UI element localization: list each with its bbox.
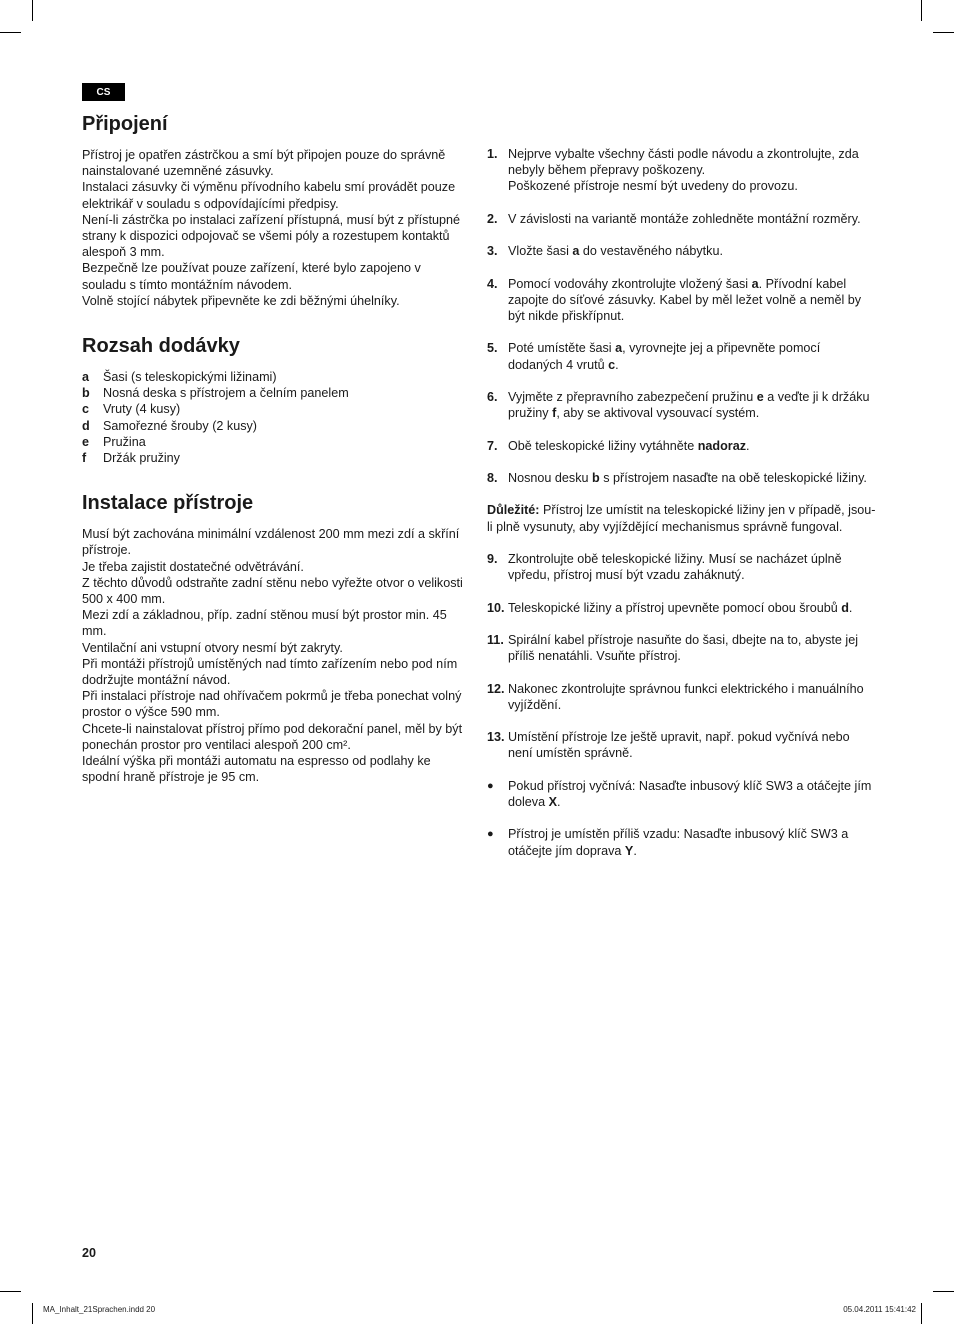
step-text	[508, 681, 877, 713]
list-item	[82, 418, 464, 434]
step-text-part: a veďte ji k držáku pružiny	[508, 389, 870, 421]
step-text-bold: d	[841, 600, 849, 615]
step-text	[508, 551, 877, 583]
step-note: Poškozené přístroje nesmí být uvedeny do provozu.	[508, 179, 798, 194]
step-item	[487, 146, 877, 195]
step-text-part: . Přívodní kabel zapojte do síťové zásuvky. Kabel by měl ležet volně a neměl by být nikde přiskřípnut.	[508, 276, 862, 323]
list-item	[82, 450, 464, 466]
step-item	[487, 600, 877, 616]
paragraph: Mezi zdí a základnou, příp. zadní stěnou musí být prostor min. 45 mm.	[82, 608, 447, 639]
step-text-part: Přístroj je umístěn příliš vzadu: Nasaďte inbusový klíč SW3 a otáčejte jím doprava	[508, 827, 849, 858]
step-text-part: .	[848, 600, 853, 615]
step-text	[508, 146, 877, 195]
step-item	[487, 826, 877, 858]
step-text-part: Vyjměte z přepravního zabezpečení pružinu	[508, 389, 757, 404]
step-text	[508, 729, 877, 761]
step-item	[487, 340, 877, 372]
step-text-part: Spirální kabel přístroje nasuňte do šasi, dbejte na to, abyste jej příliš nenatáhli. Vsuňte přístroj.	[508, 632, 859, 664]
step-text	[508, 243, 877, 259]
crop-mark	[0, 1291, 21, 1292]
step-text-part: .	[557, 794, 561, 809]
bullet-icon: ●	[487, 828, 494, 841]
paragraph: Ventilační ani vstupní otvory nesmí být zakryty.	[82, 640, 343, 655]
paragraph: Není-li zástrčka po instalaci zařízení přístupná, musí být z přístupné strany k dispozici odpojovač se všemi póly a rozestupem kontaktů alespoň 3 mm.	[82, 212, 460, 260]
installation-title: Instalace přístroje	[82, 492, 254, 515]
connection-title: Připojení	[82, 113, 168, 135]
left-column	[82, 112, 464, 811]
paragraph: Instalaci zásuvky či výměnu přívodního kabelu smí provádět pouze elektrikář v souladu s odpovídajícími předpisy.	[82, 180, 456, 211]
crop-mark	[32, 0, 33, 21]
step-text-bold: e	[756, 389, 764, 404]
paragraph: Při instalaci přístroje nad ohřívačem pokrmů je třeba ponechat volný prostor o výšce 590 mm.	[82, 689, 462, 720]
part-text: Šasi (s teleskopickými ližinami)	[103, 370, 277, 385]
step-text	[508, 276, 877, 325]
step-text-part: s přístrojem nasaďte na obě teleskopické ližiny.	[599, 470, 867, 485]
step-text-part: Nakonec zkontrolujte správnou funkci elektrického i manuálního vyjíždění.	[508, 681, 864, 712]
crop-mark	[0, 32, 21, 33]
paragraph: Při montáži přístrojů umístěných nad tímto zařízením nebo pod ním dodržujte montážní návod.	[82, 656, 458, 688]
crop-mark	[32, 1303, 33, 1324]
step-text	[508, 632, 877, 664]
paragraph: Je třeba zajistit dostatečné odvětrávání.	[82, 559, 304, 574]
step-number: 1.	[487, 147, 498, 161]
step-text-part: Vložte šasi	[508, 244, 573, 259]
crop-mark	[921, 1303, 922, 1324]
paragraph: Z těchto důvodů odstraňte zadní stěnu nebo vyřežte otvor o velikosti 500 x 400 mm.	[82, 575, 463, 607]
connection-section	[82, 112, 464, 309]
important-note	[487, 502, 877, 534]
step-text-part: do vestavěného nábytku.	[579, 244, 723, 259]
list-item	[82, 434, 464, 450]
step-text-bold: c	[608, 357, 616, 372]
step-text-part: , vyrovnejte jej a připevněte pomocí dodaných 4 vrutů	[508, 341, 821, 372]
step-number: 7.	[487, 438, 498, 453]
step-text-bold: Y	[624, 843, 634, 858]
step-item	[487, 632, 877, 664]
step-text	[508, 438, 877, 454]
step-text-bold: f	[552, 406, 557, 421]
step-number: 4.	[487, 276, 498, 291]
step-item	[487, 681, 877, 713]
step-text	[508, 826, 877, 858]
step-item	[487, 276, 877, 325]
step-item	[487, 470, 877, 486]
page-number: 20	[82, 1246, 97, 1260]
step-number: 13.	[487, 730, 505, 745]
step-text-bold: nadoraz	[697, 438, 747, 453]
step-number: 12.	[487, 681, 505, 696]
installation-section	[82, 491, 464, 785]
part-text: Nosná deska s přístrojem a čelním panelem	[103, 386, 349, 401]
important-text: Přístroj lze umístit na teleskopické ližiny jen v případě, jsou-li plně vysunuty, aby vyjíždějící mechanismus správně fungoval.	[487, 503, 876, 534]
step-item	[487, 729, 877, 761]
step-text-bold: b	[592, 470, 600, 485]
list-item	[82, 385, 464, 401]
language-badge: CS	[82, 83, 125, 101]
step-item	[487, 211, 877, 227]
crop-mark	[933, 1291, 954, 1292]
crop-mark	[921, 0, 922, 21]
step-text-part: Poté umístěte šasi	[508, 341, 616, 356]
step-text	[508, 340, 877, 372]
list-item	[82, 401, 464, 417]
step-text-part: .	[615, 357, 619, 372]
step-item	[487, 243, 877, 259]
step-text-bold: a	[572, 244, 580, 259]
part-letter: b	[82, 386, 90, 401]
paragraph: Bezpečně lze používat pouze zařízení, které bylo zapojeno v souladu s tímto montážním návodem.	[82, 261, 421, 292]
step-text	[508, 778, 877, 810]
part-text: Samořezné šrouby (2 kusy)	[103, 418, 257, 433]
steps-list	[487, 146, 877, 486]
footer-file: MA_Inhalt_21Sprachen.indd 20	[43, 1305, 156, 1314]
parts-list	[82, 369, 464, 466]
step-text-bold: a	[615, 341, 623, 356]
part-text: Držák pružiny	[103, 451, 180, 466]
step-text-bold: a	[751, 276, 759, 291]
step-text-part: V závislosti na variantě montáže zohledněte montážní rozměry.	[508, 211, 861, 226]
part-letter: d	[82, 418, 90, 433]
step-text-part: Teleskopické ližiny a přístroj upevněte pomocí obou šroubů	[508, 600, 842, 615]
steps-list	[487, 551, 877, 859]
step-text-part: Nejprve vybalte všechny části podle návodu a zkontrolujte, zda nebyly během přepravy poškozeny.	[508, 147, 859, 178]
paragraph: Ideální výška při montáži automatu na espresso od podlahy ke spodní hraně přístroje je 95 cm.	[82, 754, 431, 785]
part-letter: c	[82, 402, 90, 417]
step-number: 10.	[487, 600, 505, 615]
part-text: Pružina	[103, 434, 146, 449]
step-item	[487, 778, 877, 810]
step-text-part: Umístění přístroje lze ještě upravit, např. pokud vyčnívá nebo není umístěn správně.	[508, 730, 850, 761]
step-text	[508, 211, 877, 227]
step-text	[508, 389, 877, 421]
part-text: Vruty (4 kusy)	[103, 402, 181, 417]
crop-mark	[933, 32, 954, 33]
part-letter: a	[82, 370, 90, 385]
list-item	[82, 369, 464, 385]
step-text-part: Obě teleskopické ližiny vytáhněte	[508, 438, 698, 453]
step-text-part: Pomocí vodováhy zkontrolujte vložený šasi	[508, 276, 752, 291]
paragraph: Volně stojící nábytek připevněte ke zdi běžnými úhelníky.	[82, 293, 400, 308]
step-text-bold: X	[548, 794, 558, 809]
footer-date: 05.04.2011 15:41:42	[843, 1305, 916, 1314]
step-number: 3.	[487, 244, 498, 259]
step-text-part: Nosnou desku	[508, 470, 593, 485]
step-text-part: Pokud přístroj vyčnívá: Nasaďte inbusový klíč SW3 a otáčejte jím doleva	[508, 778, 872, 809]
step-number: 8.	[487, 470, 498, 485]
step-text-part: .	[633, 843, 637, 858]
step-text-part: Zkontrolujte obě teleskopické ližiny. Musí se nacházet úplně vpředu, přístroj musí být vzadu zaháknutý.	[508, 551, 842, 583]
right-column	[487, 146, 877, 875]
paragraph: Chcete-li nainstalovat přístroj přímo pod dekorační panel, měl by být ponechán prostor pro ventilaci alespoň 200 cm².	[82, 721, 463, 752]
step-item	[487, 389, 877, 421]
step-number: 2.	[487, 211, 498, 226]
part-letter: f	[82, 451, 87, 466]
paragraph: Musí být zachována minimální vzdálenost 200 mm mezi zdí a skříní přístroje.	[82, 527, 460, 558]
step-number: 11.	[487, 632, 504, 647]
delivery-section	[82, 334, 464, 466]
step-number: 9.	[487, 551, 498, 566]
step-number: 6.	[487, 389, 498, 404]
step-text	[508, 600, 877, 616]
step-text-part: , aby se aktivoval vysouvací systém.	[556, 406, 760, 421]
step-number: 5.	[487, 341, 498, 356]
step-item	[487, 438, 877, 454]
step-text	[508, 470, 877, 486]
delivery-title: Rozsah dodávky	[82, 335, 240, 358]
bullet-icon: ●	[487, 779, 494, 792]
paragraph: Přístroj je opatřen zástrčkou a smí být připojen pouze do správně nainstalované uzemněné zásuvky.	[82, 148, 446, 179]
part-letter: e	[82, 434, 90, 449]
important-label: Důležité:	[487, 503, 540, 518]
step-text-part: .	[746, 438, 750, 453]
step-item	[487, 551, 877, 583]
